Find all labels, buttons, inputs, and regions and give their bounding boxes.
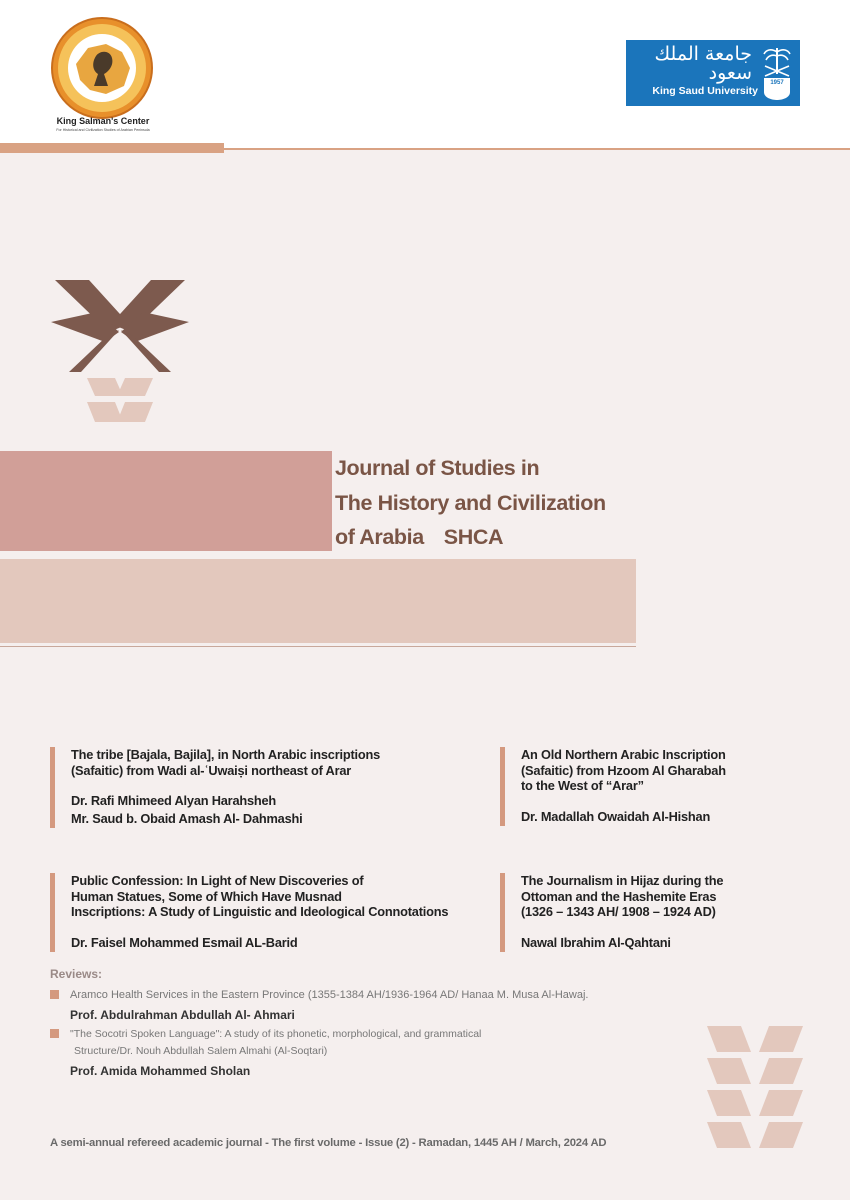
article-title-line: Public Confession: In Light of New Discoveries of — [71, 873, 364, 888]
article-entry — [50, 747, 380, 828]
ksu-arabic-name: جامعة الملك سعود — [654, 43, 752, 84]
article-entry — [500, 873, 723, 952]
article-entry — [50, 873, 448, 952]
article-authors — [521, 808, 726, 826]
reviewer-name: Prof. Amida Mohammed Sholan — [70, 1064, 251, 1078]
king-saud-university-logo — [626, 40, 800, 106]
article-title-line: to the West of “Arar” — [521, 778, 644, 793]
article-title-line: (1326 – 1343 AH/ 1908 – 1924 AD) — [521, 904, 716, 919]
review-text: Structure/Dr. Nouh Abdullah Salem Almahi (Al-Soqtari) — [74, 1045, 328, 1057]
bullet-square-icon — [50, 1029, 59, 1038]
article-title-line: The tribe [Bajala, Bajila], in North Arabic inscriptions — [71, 747, 381, 762]
review-item — [50, 987, 690, 1026]
bullet-square-icon — [50, 990, 59, 999]
reviewer-name: Prof. Abdulrahman Abdullah Al- Ahmari — [70, 1008, 295, 1022]
journal-title-line: The History and Civilization — [335, 490, 606, 515]
palm-swords-icon — [760, 44, 794, 102]
review-item — [50, 1026, 690, 1082]
article-title — [71, 747, 380, 778]
review-text: Aramco Health Services in the Eastern Province (1355-1384 AH/1936-1964 AD/ Hanaa M. Musa Al-Hawaj. — [70, 989, 589, 1001]
ksu-founding-year: 1957 — [770, 80, 784, 86]
journal-title-line-text: of Arabia — [335, 525, 424, 549]
article-author: Dr. Rafi Mhimeed Alyan Harahsheh — [71, 793, 277, 808]
article-author: Dr. Faisel Mohammed Esmail AL-Barid — [71, 934, 298, 950]
issue-footer: A semi-annual refereed academic journal - The first volume - Issue (2) - Ramadan, 1445 AH / March, 2024 AD — [50, 1137, 607, 1149]
ksu-english-name: King Saud University — [652, 85, 758, 97]
article-title — [521, 873, 723, 920]
article-title-line: An Old Northern Arabic Inscription — [521, 747, 726, 762]
article-authors — [71, 934, 448, 952]
title-lower-rule — [0, 646, 636, 647]
article-title-line: The Journalism in Hijaz during the — [521, 873, 724, 888]
article-author: Mr. Saud b. Obaid Amash Al- Dahmashi — [71, 811, 303, 826]
decorative-leaves-icon — [705, 1022, 805, 1154]
article-title-line: Inscriptions: A Study of Linguistic and Ideological Connotations — [71, 904, 449, 919]
journal-title-line: Journal of Studies in — [335, 456, 540, 480]
review-text: "The Socotri Spoken Language": A study of its phonetic, morphological, and grammatical — [70, 1028, 482, 1040]
article-title-line: (Safaitic) from Hzoom Al Gharabah — [521, 762, 726, 778]
article-author: Nawal Ibrahim Al-Qahtani — [521, 934, 671, 950]
article-author: Dr. Madallah Owaidah Al-Hishan — [521, 808, 711, 824]
article-title-line: (Safaitic) from Wadi al-ʿUwaiṣi northeast of Arar — [71, 762, 352, 778]
palm-tree-emblem-icon — [45, 272, 195, 432]
article-authors — [71, 792, 380, 828]
article-title-line: Human Statues, Some of Which Have Musnad — [71, 888, 342, 904]
header — [0, 0, 850, 148]
ksc-caption: King Salman's Center — [56, 116, 150, 126]
journal-abbreviation: SHCA — [443, 525, 504, 549]
article-authors — [521, 934, 723, 952]
article-entry — [500, 747, 726, 826]
title-accent-band — [0, 451, 332, 551]
journal-title-line — [335, 520, 665, 555]
article-title-line: Ottoman and the Hashemite Eras — [521, 888, 717, 904]
reviews-heading: Reviews: — [50, 967, 103, 981]
article-title — [71, 873, 448, 920]
header-accent-bar — [0, 143, 224, 153]
header-divider — [224, 148, 850, 150]
journal-title — [335, 451, 665, 555]
title-lower-band — [0, 559, 636, 643]
article-title — [521, 747, 726, 794]
ksc-subcaption: For Historical and Civilization Studies of Arabian Peninsula — [56, 128, 150, 132]
